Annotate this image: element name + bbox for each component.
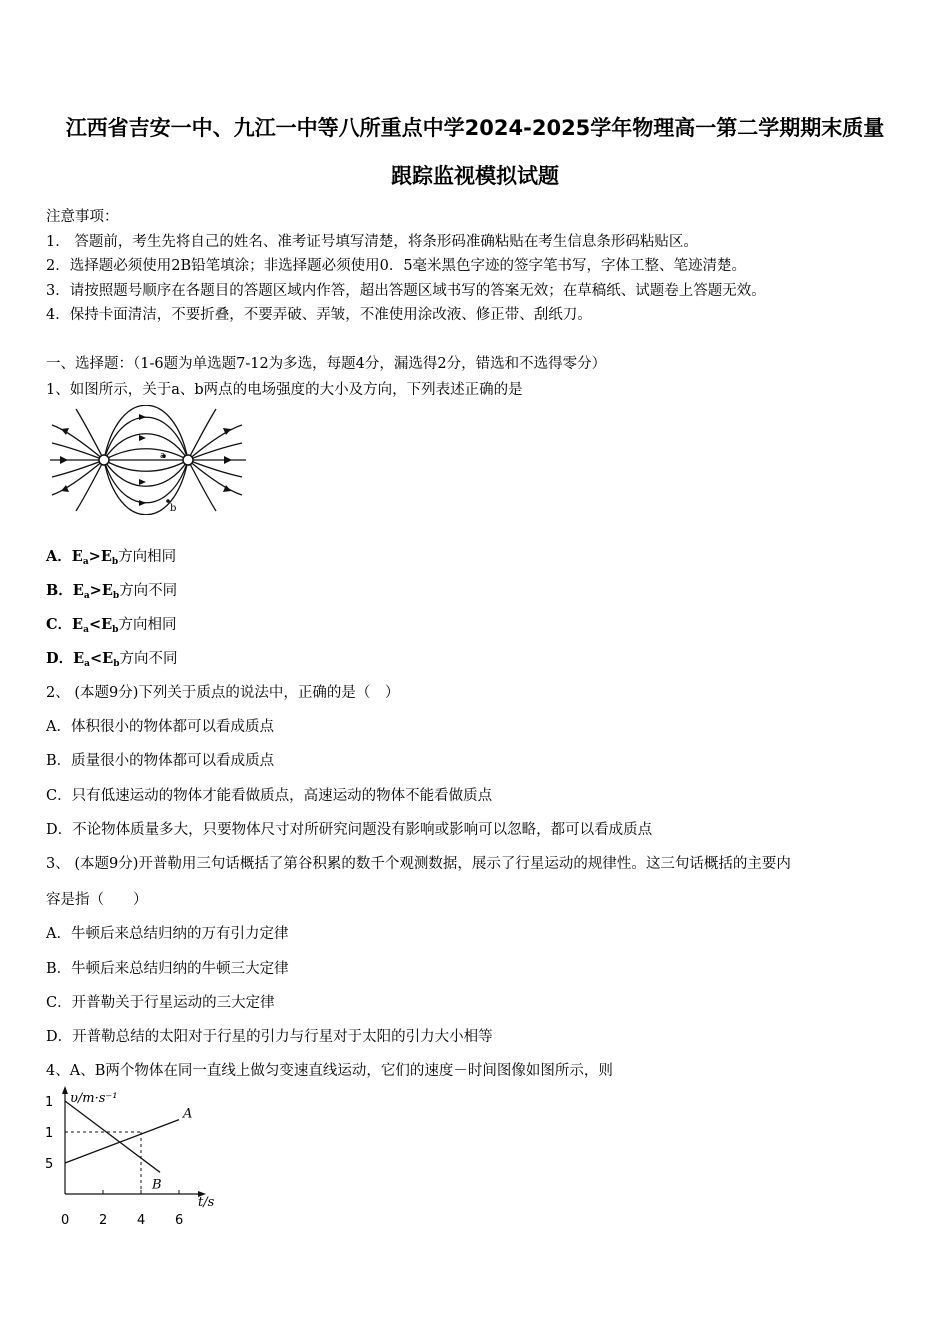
- point-b-label: b: [170, 503, 177, 514]
- q2-option-b: B．质量很小的物体都可以看成质点: [46, 753, 275, 769]
- y-tick-label: 5: [45, 1157, 54, 1172]
- q1-option-c: [46, 613, 176, 635]
- y-axis-label: υ/m·s⁻¹: [70, 1091, 118, 1106]
- q3-stem-line1: 3、 (本题9分)开普勒用三句话概括了第谷积累的数千个观测数据，展示了行星运动的规律性。这三句话概括的主要内: [46, 856, 791, 872]
- option-letter: C．: [46, 616, 73, 633]
- notice-item-2: 2．选择题必须使用2B铅笔填涂；非选择题必须使用0．5毫米黑色字迹的签字笔书写，字体工整、笔迹清楚。: [46, 258, 747, 274]
- option-text: 方向相同: [118, 617, 177, 633]
- field-symbol: E: [102, 650, 114, 667]
- series-label-A: A: [183, 1106, 193, 1122]
- point-a-label: a: [160, 451, 166, 461]
- q2-option-c: C．只有低速运动的物体才能看做质点，高速运动的物体不能看做质点: [46, 788, 493, 804]
- q3-option-b: B．牛顿后来总结归纳的牛顿三大定律: [46, 961, 289, 977]
- notice-item-3: 3．请按照题号顺序在各题目的答题区域内作答，超出答题区域书写的答案无效；在草稿纸、试题卷上答题无效。: [46, 283, 766, 299]
- subscript: b: [111, 557, 119, 567]
- comparison-operator: >: [89, 582, 102, 599]
- option-letter: A．: [46, 548, 72, 565]
- subscript: b: [113, 659, 120, 669]
- notice-item-4: 4．保持卡面清洁，不要折叠，不要弄破、弄皱，不准使用涂改液、修正带、刮纸刀。: [46, 307, 592, 323]
- notice-heading: 注意事项：: [46, 209, 119, 225]
- x-axis-label: t/s: [198, 1195, 215, 1210]
- subscript: b: [112, 591, 120, 601]
- comparison-operator: <: [88, 616, 102, 633]
- option-text: 方向相同: [118, 549, 177, 565]
- q2-option-d: D．不论物体质量多大，只要物体尺寸对所研究问题没有影响或影响可以忽略，都可以看成质点: [46, 822, 653, 838]
- q3-stem-line2: 容是指（ ）: [46, 892, 148, 908]
- option-text: 方向不同: [119, 583, 178, 599]
- series-line-A: [65, 1120, 179, 1163]
- series-label-B: B: [152, 1177, 162, 1193]
- field-symbol: E: [101, 582, 113, 599]
- q3-option-a: A．牛顿后来总结归纳的万有引力定律: [46, 926, 289, 942]
- q1-option-d: [46, 647, 178, 669]
- q2-stem: 2、 (本题9分)下列关于质点的说法中，正确的是（ ）: [46, 685, 400, 701]
- series-line-B: [65, 1101, 160, 1172]
- velocity-time-chart: [40, 1082, 230, 1232]
- field-symbol: E: [73, 650, 85, 667]
- q2-option-a: A．体积很小的物体都可以看成质点: [46, 719, 274, 735]
- subscript: b: [112, 625, 119, 635]
- x-tick-label: 6: [175, 1213, 184, 1228]
- section-heading: 一、选择题：（1-6题为单选题7-12为多选，每题4分，漏选得2分，错选和不选得零分）: [46, 356, 607, 372]
- field-symbol: E: [72, 616, 84, 633]
- field-symbol: E: [71, 548, 83, 565]
- option-text: 方向不同: [119, 651, 178, 667]
- option-letter: D．: [46, 650, 74, 667]
- q3-option-c: C．开普勒关于行星运动的三大定律: [46, 995, 275, 1011]
- field-symbol: E: [72, 582, 84, 599]
- notice-item-1: 1． 答题前，考生先将自己的姓名、准考证号填写清楚，将条形码准确粘贴在考生信息条形码粘贴区。: [46, 234, 698, 250]
- subscript: a: [82, 557, 89, 567]
- comparison-operator: <: [89, 650, 103, 667]
- y-axis-arrow: [62, 1086, 68, 1094]
- q1-option-a: [46, 545, 176, 567]
- field-symbol: E: [100, 548, 112, 565]
- option-letter: B．: [46, 582, 73, 599]
- subscript: a: [83, 625, 89, 635]
- q4-stem: 4、A、B两个物体在同一直线上做匀变速直线运动，它们的速度－时间图像如图所示，则: [46, 1063, 613, 1079]
- exam-title-line1: 江西省吉安一中、九江一中等八所重点中学2024-2025学年物理高一第二学期期末质量: [65, 116, 885, 140]
- subscript: a: [84, 659, 90, 669]
- x-tick-label: 2: [99, 1213, 108, 1228]
- y-tick-label: 1: [45, 1126, 54, 1141]
- electric-field-lines-figure: [46, 405, 250, 515]
- comparison-operator: >: [88, 548, 101, 565]
- x-tick-label: 4: [137, 1213, 146, 1228]
- field-symbol: E: [101, 616, 113, 633]
- exam-title-line2: 跟踪监视模拟试题: [391, 164, 559, 188]
- y-tick-label: 1: [45, 1095, 54, 1110]
- x-tick-label: 0: [61, 1213, 70, 1228]
- q1-option-b: [46, 579, 177, 601]
- subscript: a: [83, 591, 90, 601]
- q1-stem: 1、如图所示，关于a、b两点的电场强度的大小及方向，下列表述正确的是: [46, 382, 523, 398]
- q3-option-d: D．开普勒总结的太阳对于行星的引力与行星对于太阳的引力大小相等: [46, 1029, 493, 1045]
